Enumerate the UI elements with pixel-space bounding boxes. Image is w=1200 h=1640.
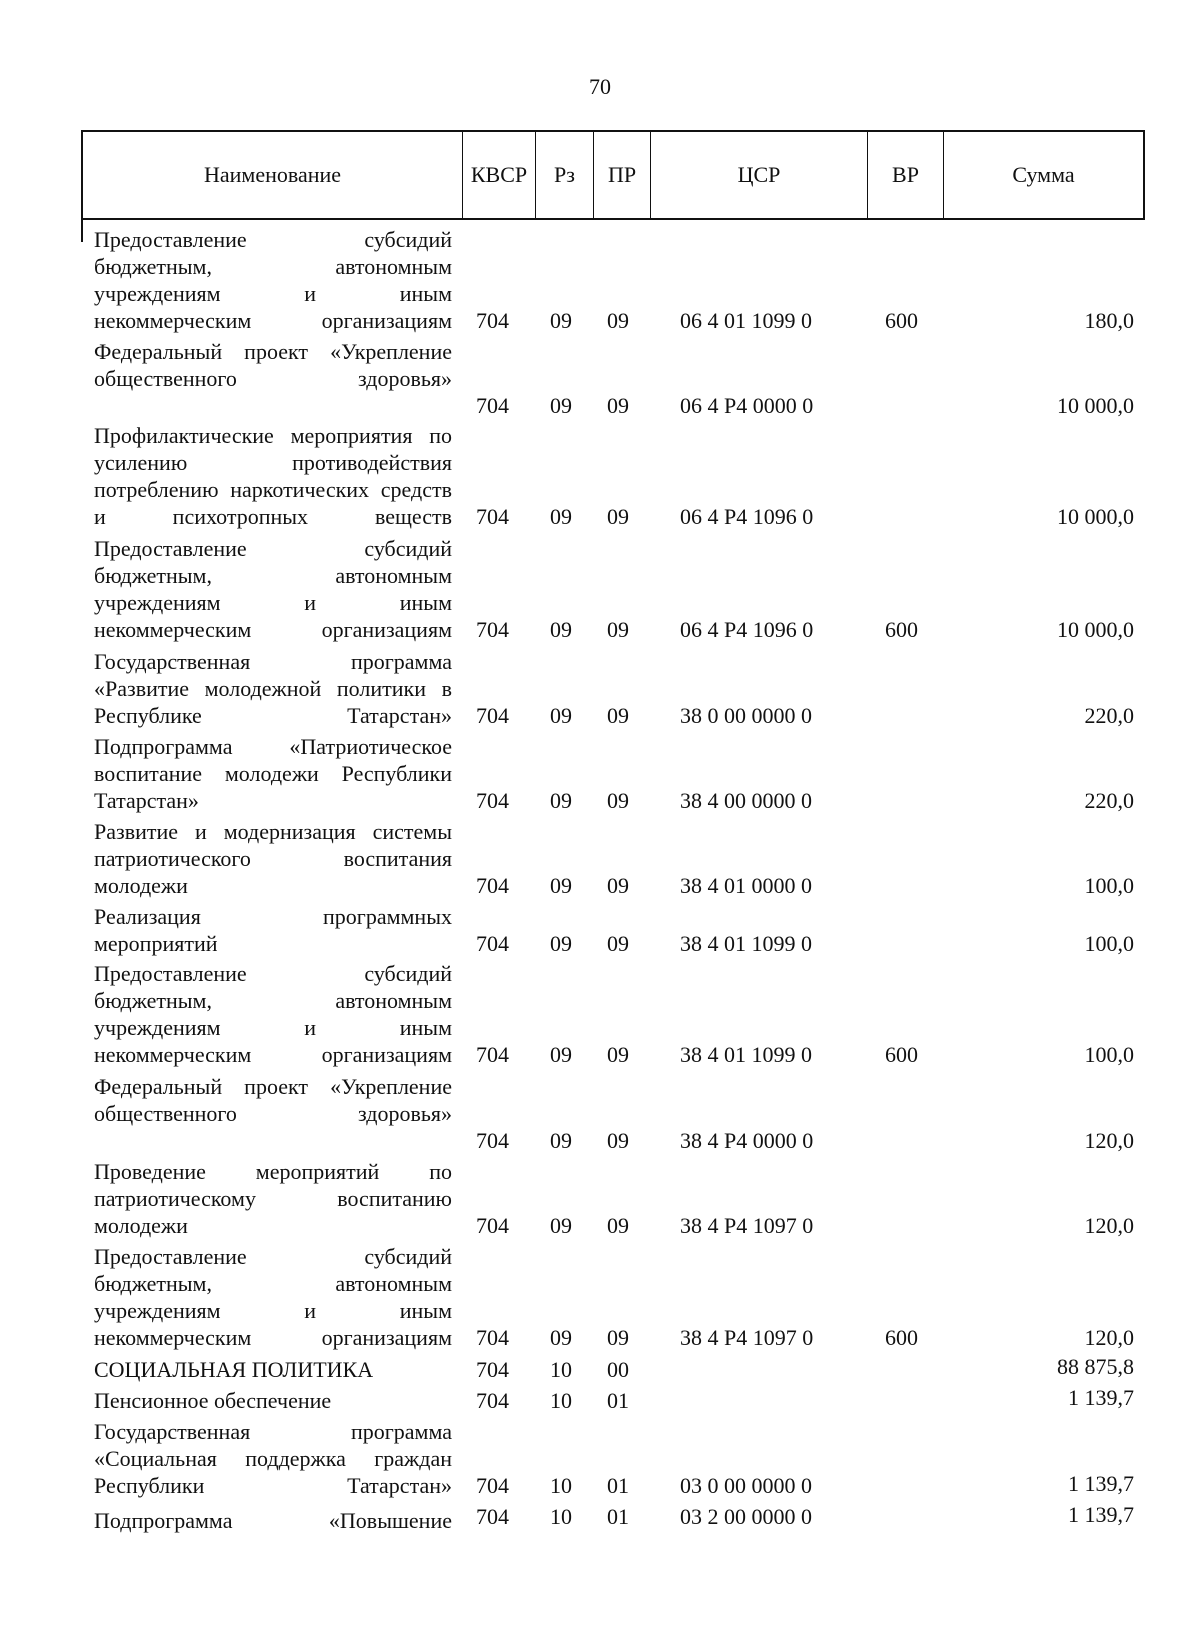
row-kvsr: 704 [476, 1504, 509, 1529]
row-name: Подпрограмма «Патриотическое воспитание молодежи Республики Татарстан» [94, 734, 452, 813]
row-sum: 1 139,7 [1068, 1471, 1134, 1496]
row-rz: 09 [550, 1128, 572, 1153]
row-name: Предоставление субсидий бюджетным, автономным учреждениям и иным некоммерческим организациям [94, 536, 452, 642]
row-vr: 600 [885, 617, 918, 642]
row-sum: 180,0 [1084, 308, 1134, 333]
row-rz: 10 [550, 1388, 572, 1413]
header-name: Наименование [83, 132, 463, 218]
row-sum: 10 000,0 [1057, 393, 1134, 418]
row-csr: 03 2 00 0000 0 [680, 1504, 812, 1529]
row-pr: 09 [607, 1128, 629, 1153]
row-name: Предоставление субсидий бюджетным, автономным учреждениям и иным некоммерческим организациям [94, 961, 452, 1067]
row-rz: 09 [550, 931, 572, 956]
row-vr: 600 [885, 308, 918, 333]
row-name: Федеральный проект «Укрепление общественного здоровья» [94, 1074, 452, 1126]
row-csr: 38 4 01 1099 0 [680, 1042, 812, 1067]
table-header [81, 130, 1145, 220]
row-name: Пенсионное обеспечение [94, 1388, 332, 1413]
row-csr: 06 4 P4 1096 0 [680, 617, 814, 642]
row-name: Предоставление субсидий бюджетным, автономным учреждениям и иным некоммерческим организациям [94, 1244, 452, 1350]
row-sum: 1 139,7 [1068, 1385, 1134, 1410]
header-rz: Рз [536, 132, 594, 218]
row-pr: 09 [607, 1325, 629, 1350]
row-name: Федеральный проект «Укрепление общественного здоровья» [94, 339, 452, 391]
row-pr: 01 [607, 1504, 629, 1529]
row-kvsr: 704 [476, 617, 509, 642]
row-csr: 38 4 01 1099 0 [680, 931, 812, 956]
row-rz: 09 [550, 1042, 572, 1067]
row-csr: 38 4 00 0000 0 [680, 788, 812, 813]
row-rz: 09 [550, 1213, 572, 1238]
row-pr: 01 [607, 1473, 629, 1498]
page-number: 70 [589, 74, 611, 99]
row-pr: 09 [607, 308, 629, 333]
row-sum: 10 000,0 [1057, 617, 1134, 642]
row-kvsr: 704 [476, 873, 509, 898]
row-sum: 88 875,8 [1057, 1354, 1134, 1379]
row-kvsr: 704 [476, 1325, 509, 1350]
row-sum: 100,0 [1084, 931, 1134, 956]
row-kvsr: 704 [476, 1473, 509, 1498]
row-pr: 09 [607, 931, 629, 956]
table-left-border [81, 220, 83, 242]
row-sum: 10 000,0 [1057, 504, 1134, 529]
header-pr: ПР [594, 132, 651, 218]
row-kvsr: 704 [476, 931, 509, 956]
row-name: Подпрограмма «Повышение [94, 1508, 452, 1533]
row-csr: 06 4 01 1099 0 [680, 308, 812, 333]
row-sum: 220,0 [1084, 703, 1134, 728]
row-rz: 09 [550, 703, 572, 728]
row-pr: 00 [607, 1357, 629, 1382]
row-vr: 600 [885, 1042, 918, 1067]
row-kvsr: 704 [476, 703, 509, 728]
row-name: Проведение мероприятий по патриотическому воспитанию молодежи [94, 1159, 452, 1238]
row-csr: 38 4 P4 1097 0 [680, 1213, 814, 1238]
row-name: Реализация программных мероприятий [94, 904, 452, 956]
row-rz: 09 [550, 617, 572, 642]
row-rz: 09 [550, 308, 572, 333]
row-pr: 09 [607, 788, 629, 813]
row-kvsr: 704 [476, 308, 509, 333]
row-name: Профилактические мероприятия по усилению противодействия потреблению наркотических средств и психотропных веществ [94, 423, 452, 529]
header-csr: ЦСР [651, 132, 868, 218]
row-kvsr: 704 [476, 504, 509, 529]
row-kvsr: 704 [476, 1213, 509, 1238]
row-csr: 38 4 P4 0000 0 [680, 1128, 814, 1153]
row-rz: 09 [550, 873, 572, 898]
row-kvsr: 704 [476, 393, 509, 418]
row-rz: 09 [550, 788, 572, 813]
row-pr: 01 [607, 1388, 629, 1413]
row-kvsr: 704 [476, 1128, 509, 1153]
row-sum: 1 139,7 [1068, 1502, 1134, 1527]
row-sum: 120,0 [1084, 1325, 1134, 1350]
row-name: Государственная программа «Социальная поддержка граждан Республики Татарстан» [94, 1419, 452, 1498]
row-rz: 10 [550, 1473, 572, 1498]
row-sum: 100,0 [1084, 873, 1134, 898]
row-kvsr: 704 [476, 788, 509, 813]
row-csr: 38 4 P4 1097 0 [680, 1325, 814, 1350]
row-sum: 120,0 [1084, 1128, 1134, 1153]
row-rz: 10 [550, 1504, 572, 1529]
row-kvsr: 704 [476, 1042, 509, 1067]
row-rz: 09 [550, 504, 572, 529]
row-rz: 09 [550, 1325, 572, 1350]
row-pr: 09 [607, 393, 629, 418]
row-kvsr: 704 [476, 1388, 509, 1413]
row-rz: 10 [550, 1357, 572, 1382]
header-vr: ВР [868, 132, 944, 218]
row-kvsr: 704 [476, 1357, 509, 1382]
row-sum: 120,0 [1084, 1213, 1134, 1238]
header-kvsr: КВСР [463, 132, 536, 218]
row-name: Государственная программа «Развитие молодежной политики в Республике Татарстан» [94, 649, 452, 728]
row-pr: 09 [607, 504, 629, 529]
row-rz: 09 [550, 393, 572, 418]
header-sum: Сумма [1012, 162, 1075, 187]
row-name: Предоставление субсидий бюджетным, автономным учреждениям и иным некоммерческим организациям [94, 227, 452, 333]
row-pr: 09 [607, 703, 629, 728]
row-pr: 09 [607, 1042, 629, 1067]
row-csr: 06 4 P4 1096 0 [680, 504, 814, 529]
row-sum: 100,0 [1084, 1042, 1134, 1067]
row-sum: 220,0 [1084, 788, 1134, 813]
row-csr: 38 0 00 0000 0 [680, 703, 812, 728]
row-name: Развитие и модернизация системы патриотического воспитания молодежи [94, 819, 452, 898]
row-pr: 09 [607, 873, 629, 898]
row-pr: 09 [607, 617, 629, 642]
row-pr: 09 [607, 1213, 629, 1238]
row-csr: 03 0 00 0000 0 [680, 1473, 812, 1498]
row-csr: 06 4 P4 0000 0 [680, 393, 814, 418]
row-csr: 38 4 01 0000 0 [680, 873, 812, 898]
row-vr: 600 [885, 1325, 918, 1350]
row-name: СОЦИАЛЬНАЯ ПОЛИТИКА [94, 1357, 374, 1382]
